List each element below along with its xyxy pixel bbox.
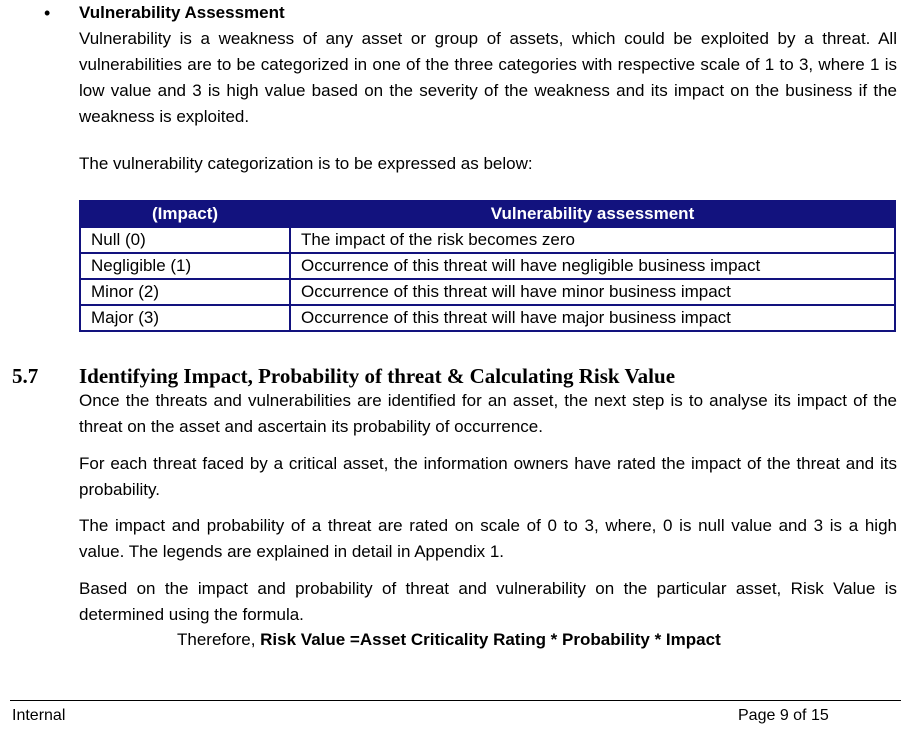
table-cell-impact: Major (3): [80, 305, 290, 331]
table-row: [80, 279, 895, 305]
table-cell-impact: Minor (2): [80, 279, 290, 305]
table-header-impact: (Impact): [80, 201, 290, 227]
table-cell-assessment: Occurrence of this threat will have major business impact: [290, 305, 895, 331]
table-row: [80, 227, 895, 253]
section-paragraph-3: The impact and probability of a threat are rated on scale of 0 to 3, where, 0 is null value and 3 is a high value. The legends are explained in detail in Appendix 1.: [79, 516, 897, 561]
formula-text: Risk Value =Asset Criticality Rating * Probability * Impact: [260, 630, 721, 649]
section-paragraph-4: Based on the impact and probability of threat and vulnerability on the particular asset, Risk Value is determined using the formula.: [79, 579, 897, 624]
vulnerability-heading: Vulnerability Assessment: [79, 3, 285, 22]
vulnerability-table: [79, 200, 896, 332]
section-number: 5.7: [12, 364, 39, 388]
risk-formula: [177, 627, 721, 653]
table-cell-assessment: The impact of the risk becomes zero: [290, 227, 895, 253]
table-row: [80, 253, 895, 279]
table-cell-assessment: Occurrence of this threat will have negligible business impact: [290, 253, 895, 279]
bullet-marker: •: [44, 3, 51, 23]
formula-prefix: Therefore,: [177, 630, 261, 649]
table-row: [80, 305, 895, 331]
table-cell-impact: Negligible (1): [80, 253, 290, 279]
section-title: Identifying Impact, Probability of threat & Calculating Risk Value: [79, 364, 676, 388]
footer-page-number: Page 9 of 15: [738, 707, 829, 724]
table-cell-impact: Null (0): [80, 227, 290, 253]
table-header-row: [80, 201, 895, 227]
table-cell-assessment: Occurrence of this threat will have minor business impact: [290, 279, 895, 305]
categorization-intro: The vulnerability categorization is to be expressed as below:: [79, 154, 533, 173]
table-header-assessment: Vulnerability assessment: [290, 201, 895, 227]
section-paragraph-1: Once the threats and vulnerabilities are identified for an asset, the next step is to analyse its impact of the threat on the asset and ascertain its probability of occurrence.: [79, 391, 897, 436]
vulnerability-paragraph: Vulnerability is a weakness of any asset or group of assets, which could be exploited by a threat. All vulnerabilities are to be categorized in one of the three categories with respective scale of 1 to 3, where 1 is low value and 3 is high value based on the severity of the weakness and its impact on the business if the weakness is exploited.: [79, 29, 897, 126]
section-paragraph-2: For each threat faced by a critical asset, the information owners have rated the impact of the threat and its probability.: [79, 454, 897, 499]
footer-classification: Internal: [12, 707, 66, 724]
footer-divider: [10, 700, 901, 701]
